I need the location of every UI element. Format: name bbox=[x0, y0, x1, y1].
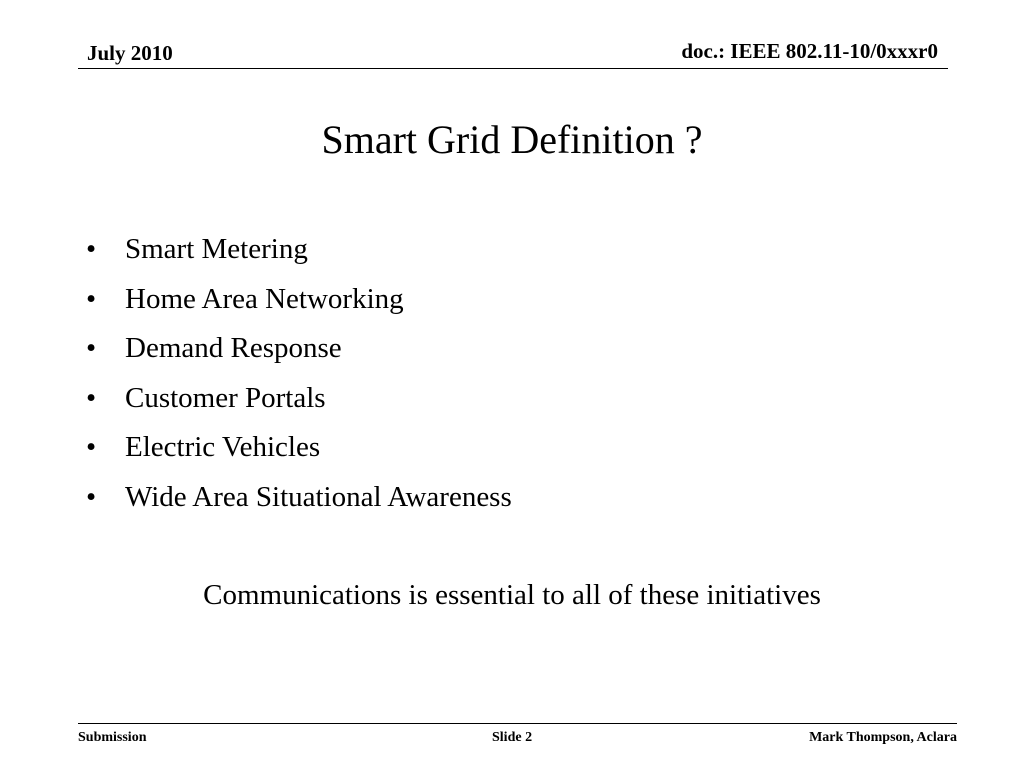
bullet-icon: • bbox=[86, 332, 97, 365]
header-divider bbox=[78, 68, 948, 69]
bullet-icon: • bbox=[86, 233, 97, 265]
bullet-icon: • bbox=[86, 282, 97, 315]
bullet-text: Home Area Networking bbox=[125, 282, 404, 315]
bullet-item bbox=[86, 324, 512, 374]
header-date: July 2010 bbox=[87, 41, 173, 65]
footer-divider bbox=[78, 723, 957, 724]
header-doc-id: doc.: IEEE 802.11-10/0xxxr0 bbox=[681, 39, 938, 63]
footer-author: Mark Thompson, Aclara bbox=[809, 730, 957, 745]
footer-submission: Submission bbox=[78, 730, 147, 745]
bullet-icon: • bbox=[86, 431, 97, 464]
slide-title: Smart Grid Definition ? bbox=[321, 117, 703, 162]
bullet-text: Smart Metering bbox=[125, 233, 308, 265]
bullet-item bbox=[86, 275, 512, 325]
bullet-text: Customer Portals bbox=[125, 381, 326, 414]
bullet-item bbox=[86, 374, 512, 424]
bullet-list bbox=[86, 225, 512, 523]
footer-slide-number: Slide 2 bbox=[492, 730, 533, 745]
bullet-icon: • bbox=[86, 480, 97, 513]
bullet-item bbox=[86, 225, 512, 275]
summary-statement: Communications is essential to all of these initiatives bbox=[203, 579, 821, 611]
bullet-icon: • bbox=[86, 381, 97, 414]
bullet-text: Demand Response bbox=[125, 332, 342, 365]
bullet-item bbox=[86, 423, 512, 473]
bullet-item bbox=[86, 473, 512, 523]
bullet-text: Wide Area Situational Awareness bbox=[125, 480, 512, 513]
bullet-text: Electric Vehicles bbox=[125, 431, 321, 464]
